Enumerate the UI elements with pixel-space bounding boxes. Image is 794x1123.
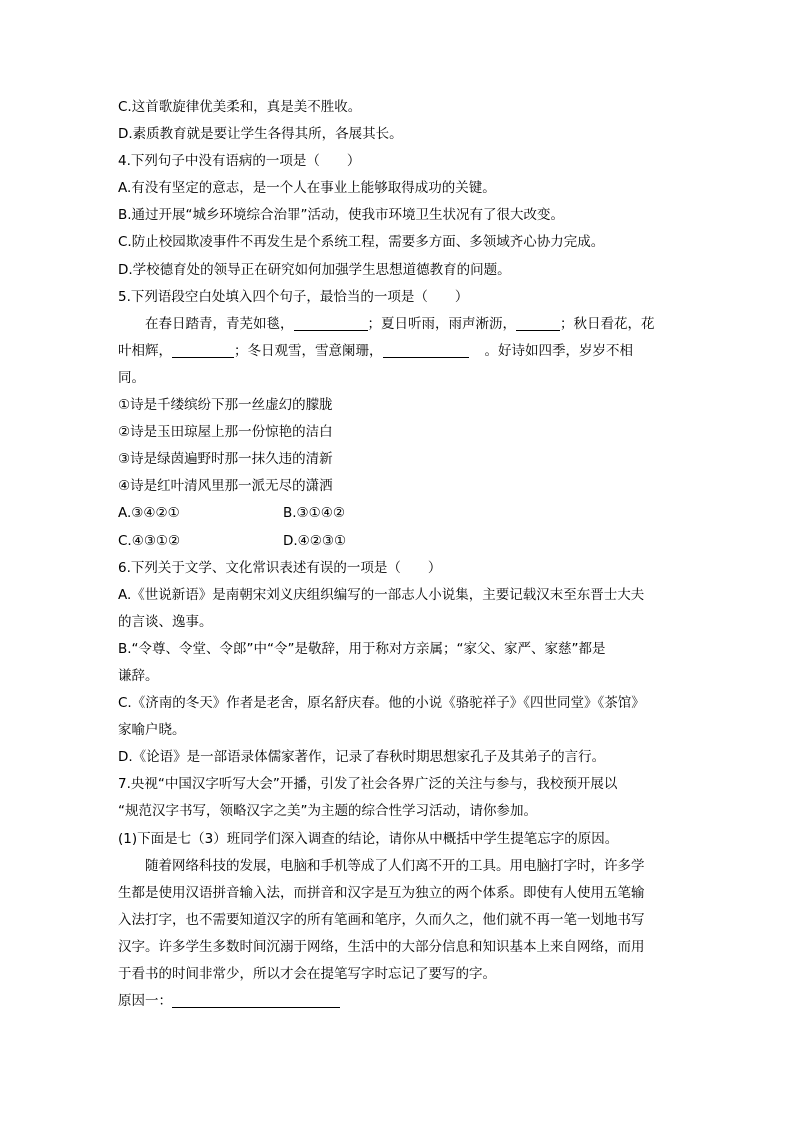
fill-blank[interactable] [383,341,469,358]
reason-one-answer-blank[interactable] [172,991,340,1008]
q5-passage-text: ；冬日观雪，雪意阑珊， [234,342,383,359]
q5-sentence-1: ①诗是千缕缤纷下那一丝虚幻的朦胧 [118,397,333,414]
q6-option-a: A.《世说新语》是南朝宋刘义庆组织编写的一部志人小说集，主要记载汉末至东晋士大夫 [118,586,645,603]
q5-sentence-4: ④诗是红叶清风里那一派无尽的潇洒 [118,478,333,495]
q5-option-b: B.③①④② [283,505,345,522]
q5-option-c: C.④③①② [118,532,181,549]
q7-passage-line-4: 汉字。许多学生多数时间沉溺于网络，生活中的大部分信息和知识基本上来自网络，而用 [118,938,645,955]
q6-option-d: D.《论语》是一部语录体儒家著作，记录了春秋时期思想家孔子及其弟子的言行。 [118,749,606,766]
q7-stem-cont: “规范汉字书写，领略汉字之美”为主题的综合性学习活动，请你参加。 [118,803,537,820]
q5-passage-text: ；夏日听雨，雨声淅沥， [367,315,516,332]
q5-passage-text: 。好诗如四季，岁岁不相 [484,342,633,359]
q5-stem: 5.下列语段空白处填入四个句子，最恰当的一项是（ ） [118,288,469,305]
q5-option-d: D.④②③① [283,532,347,549]
q5-options-row-2 [118,528,678,555]
q4-option-d: D.学校德育处的领导正在研究如何加强学生思想道德教育的问题。 [118,261,511,278]
q4-stem: 4.下列句子中没有语病的一项是（ ） [118,153,361,170]
q5-passage-text: ；秋日看花，花 [560,315,655,332]
document-content [118,94,678,1015]
q6-option-c: C.《济南的冬天》作者是老舍，原名舒庆春。他的小说《骆驼祥子》《四世同堂》《茶馆》 [118,695,645,712]
q7-passage-line-5: 于看书的时间非常少，所以才会在提笔写字时忘记了要写的字。 [118,966,496,982]
q5-passage-line-2 [118,338,678,365]
q5-sentence-3: ③诗是绿茵遍野时那一抹久违的清新 [118,451,333,468]
q6-option-b: B.“令尊、令堂、令郎”中“令”是敬辞，用于称对方亲属；“家父、家严、家慈”都是 [118,640,606,657]
q6-option-a-cont: 的言谈、逸事。 [118,613,213,630]
q7-sub-1: (1)下面是七（3）班同学们深入调查的结论，请你从中概括中学生提笔忘字的原因。 [118,830,619,847]
fill-blank[interactable] [294,314,368,331]
q7-stem: 7.央视“中国汉字听写大会”开播，引发了社会各界广泛的关注与参与，我校预开展以 [118,776,618,793]
q6-option-c-cont: 家喻户晓。 [118,722,186,739]
fill-blank[interactable] [172,341,234,358]
q4-option-a: A.有没有坚定的意志，是一个人在事业上能够取得成功的关键。 [118,180,496,197]
q5-options-row-1 [118,500,678,527]
q4-option-c: C.防止校园欺凌事件不再发生是个系统工程，需要多方面、多领域齐心协力完成。 [118,234,605,251]
q4-option-b: B.通过开展“城乡环境综合治罪”活动，使我市环境卫生状况有了很大改变。 [118,207,565,224]
q5-passage-text: 叶相辉， [118,342,172,359]
q7-passage-line-1: 随着网络科技的发展，电脑和手机等成了人们离不开的工具。用电脑打字时，许多学 [145,857,645,874]
q6-stem: 6.下列关于文学、文化常识表述有误的一项是（ ） [118,559,442,576]
q3-option-c: C.这首歌旋律优美柔和，真是美不胜收。 [118,99,362,115]
q5-sentence-2: ②诗是玉田琼屋上那一份惊艳的洁白 [118,424,333,441]
q5-passage-line-1 [118,311,678,338]
q5-passage-line-3: 同。 [118,369,145,386]
q7-passage-line-2: 生都是使用汉语拼音输入法，而拼音和汉字是互为独立的两个体系。即使有人使用五笔输 [118,884,645,901]
fill-blank[interactable] [516,314,560,331]
reason-one-line [118,988,678,1015]
reason-one-label: 原因一： [118,993,172,1010]
q7-passage-line-3: 入法打字，也不需要知道汉字的所有笔画和笔序，久而久之，他们就不再一笔一划地书写 [118,911,645,928]
q6-option-b-cont: 谦辞。 [118,667,159,684]
q3-option-d: D.素质教育就是要让学生各得其所，各展其长。 [118,126,403,143]
q5-option-a: A.③④②① [118,505,180,522]
q5-passage-text: 在春日踏青，青芜如毯， [145,315,294,332]
